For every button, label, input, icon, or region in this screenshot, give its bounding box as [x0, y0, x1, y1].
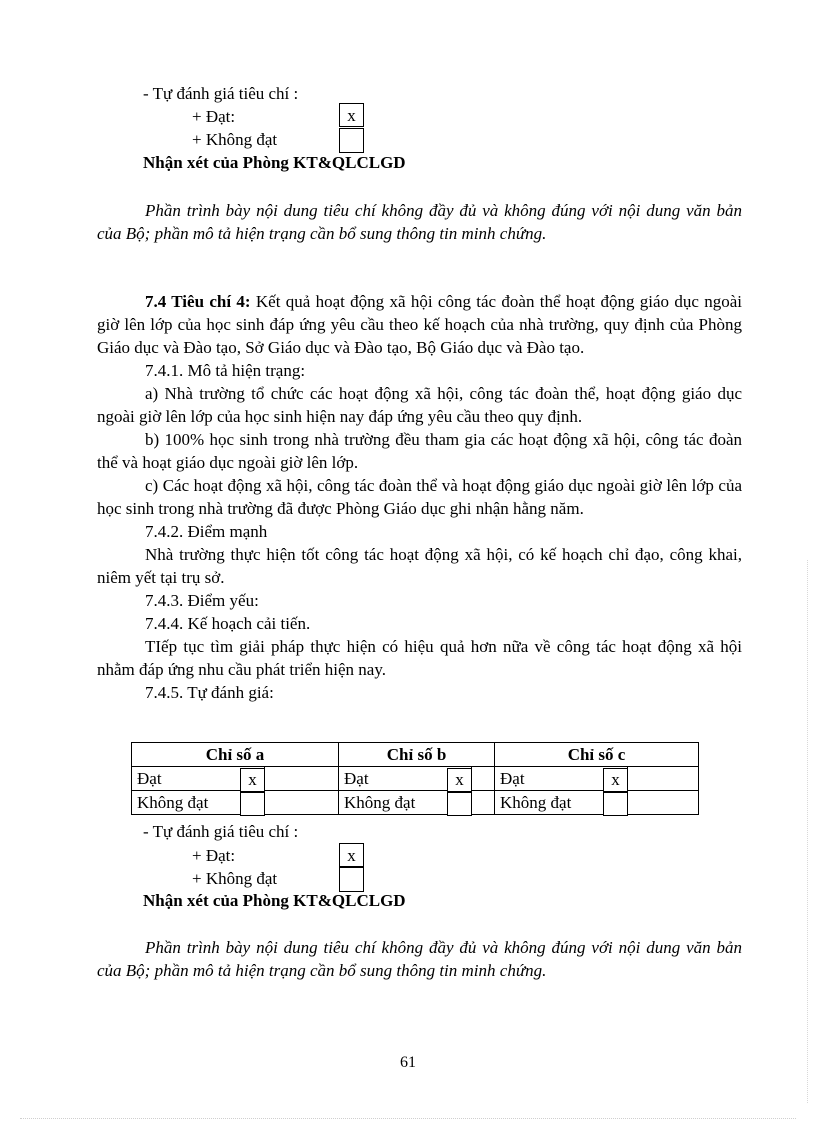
cell-b-khong-dat-label: Không đạt: [344, 792, 416, 812]
checkbox-c-khong-dat[interactable]: [603, 792, 628, 816]
cell-b-dat: [339, 767, 472, 791]
cell-c-dat-blank: [628, 767, 699, 791]
self-eval-title-top: - Tự đánh giá tiêu chí :: [143, 84, 299, 103]
cell-c-khong-dat: [495, 791, 628, 815]
section-1-a: a) Nhà trường tổ chức các hoạt động xã hội, công tác đoàn thể, hoạt động giáo dục ngoài giờ lên lớp của học sinh hiện nay đáp ứng yêu cầu theo quy định.: [97, 384, 742, 426]
section-1-b: b) 100% học sinh trong nhà trường đều tham gia các hoạt động xã hội, công tác đoàn thể và hoạt giáo dục ngoài giờ lên lớp.: [97, 430, 742, 472]
khong-dat-label-bottom: + Không đạt: [192, 869, 278, 888]
cell-c-khong-dat-blank: [628, 791, 699, 815]
cell-b-khong-dat: [339, 791, 472, 815]
review-text-bottom-para: Phần trình bày nội dung tiêu chí không đầy đủ và không đúng với nội dung văn bản của Bộ; phần mô tả hiện trạng cần bổ sung thông tin minh chứng.: [97, 938, 742, 980]
cell-c-dat-label: Đạt: [500, 768, 525, 788]
table-header-row: [132, 743, 699, 767]
page-right-guide: [807, 560, 808, 1103]
dat-checkbox-bottom[interactable]: x: [339, 843, 364, 867]
criterion-statement: [97, 290, 742, 359]
section-4-text: TIếp tục tìm giải pháp thực hiện có hiệu quả hơn nữa về công tác hoạt động xã hội nhằm đáp ứng nhu cầu phát triển hiện nay.: [97, 637, 742, 679]
dat-label-bottom: + Đạt:: [192, 846, 236, 865]
header-chi-so-c: Chỉ số c: [495, 743, 699, 767]
cell-a-dat-blank: [265, 767, 339, 791]
cell-a-khong-dat-label: Không đạt: [137, 792, 209, 812]
cell-a-dat: [132, 767, 265, 791]
cell-b-dat-blank: [472, 767, 495, 791]
criterion-label: 7.4 Tiêu chí 4:: [145, 292, 251, 311]
khong-dat-checkbox-bottom[interactable]: [339, 867, 364, 892]
dat-checkbox-top[interactable]: x: [339, 103, 364, 127]
cell-c-dat: [495, 767, 628, 791]
header-chi-so-a: Chỉ số a: [132, 743, 339, 767]
header-chi-so-b: Chỉ số b: [339, 743, 495, 767]
page-number: 61: [400, 1054, 416, 1071]
checkbox-c-dat[interactable]: x: [603, 768, 628, 792]
table-row-dat: [132, 767, 699, 791]
cell-a-khong-dat: [132, 791, 265, 815]
criterion-block: [97, 290, 742, 704]
section-1-title: 7.4.1. Mô tả hiện trạng:: [145, 361, 306, 380]
criteria-table: [131, 742, 699, 815]
section-4-title: 7.4.4. Kế hoạch cải tiến.: [145, 614, 311, 633]
review-text-bottom: [97, 936, 742, 982]
cell-b-dat-label: Đạt: [344, 768, 369, 788]
section-2-title: 7.4.2. Điểm mạnh: [145, 522, 268, 541]
checkbox-b-khong-dat[interactable]: [447, 792, 472, 816]
khong-dat-label-top: + Không đạt: [192, 130, 278, 149]
section-2-text: Nhà trường thực hiện tốt công tác hoạt động xã hội, có kế hoạch chỉ đạo, công khai, niêm yết tại trụ sở.: [97, 545, 742, 587]
review-heading-bottom: Nhận xét của Phòng KT&QLCLGD: [143, 891, 406, 910]
cell-b-khong-dat-blank: [472, 791, 495, 815]
dat-label-top: + Đạt:: [192, 107, 236, 126]
checkbox-b-dat[interactable]: x: [447, 768, 472, 792]
review-text-top: [97, 199, 742, 245]
page-bottom-guide: [20, 1118, 796, 1119]
section-5-title: 7.4.5. Tự đánh giá:: [145, 683, 274, 702]
checkbox-a-dat[interactable]: x: [240, 768, 265, 792]
cell-c-khong-dat-label: Không đạt: [500, 792, 572, 812]
review-text-top-para: Phần trình bày nội dung tiêu chí không đầy đủ và không đúng với nội dung văn bản của Bộ; phần mô tả hiện trạng cần bổ sung thông tin minh chứng.: [97, 201, 742, 243]
table-row-khong-dat: [132, 791, 699, 815]
self-eval-title-bottom: - Tự đánh giá tiêu chí :: [143, 822, 299, 841]
khong-dat-checkbox-top[interactable]: [339, 128, 364, 153]
criterion-text: Kết quả hoạt động xã hội công tác đoàn thể hoạt động giáo dục ngoài giờ lên lớp của học sinh đáp ứng yêu cầu theo kế hoạch của nhà trường, quy định của Phòng Giáo dục và Đào tạo, Sở Giáo dục và Đào tạo, Bộ Giáo dục và Đào tạo.: [97, 292, 742, 357]
review-heading-top: Nhận xét của Phòng KT&QLCLGD: [143, 153, 406, 172]
cell-a-khong-dat-blank: [265, 791, 339, 815]
cell-a-dat-label: Đạt: [137, 768, 162, 788]
section-1-c: c) Các hoạt động xã hội, công tác đoàn thể và hoạt động giáo dục ngoài giờ lên lớp của học sinh trong nhà trường đã được Phòng Giáo dục ghi nhận hằng năm.: [97, 476, 742, 518]
section-3-title: 7.4.3. Điểm yếu:: [145, 591, 259, 610]
checkbox-a-khong-dat[interactable]: [240, 792, 265, 816]
